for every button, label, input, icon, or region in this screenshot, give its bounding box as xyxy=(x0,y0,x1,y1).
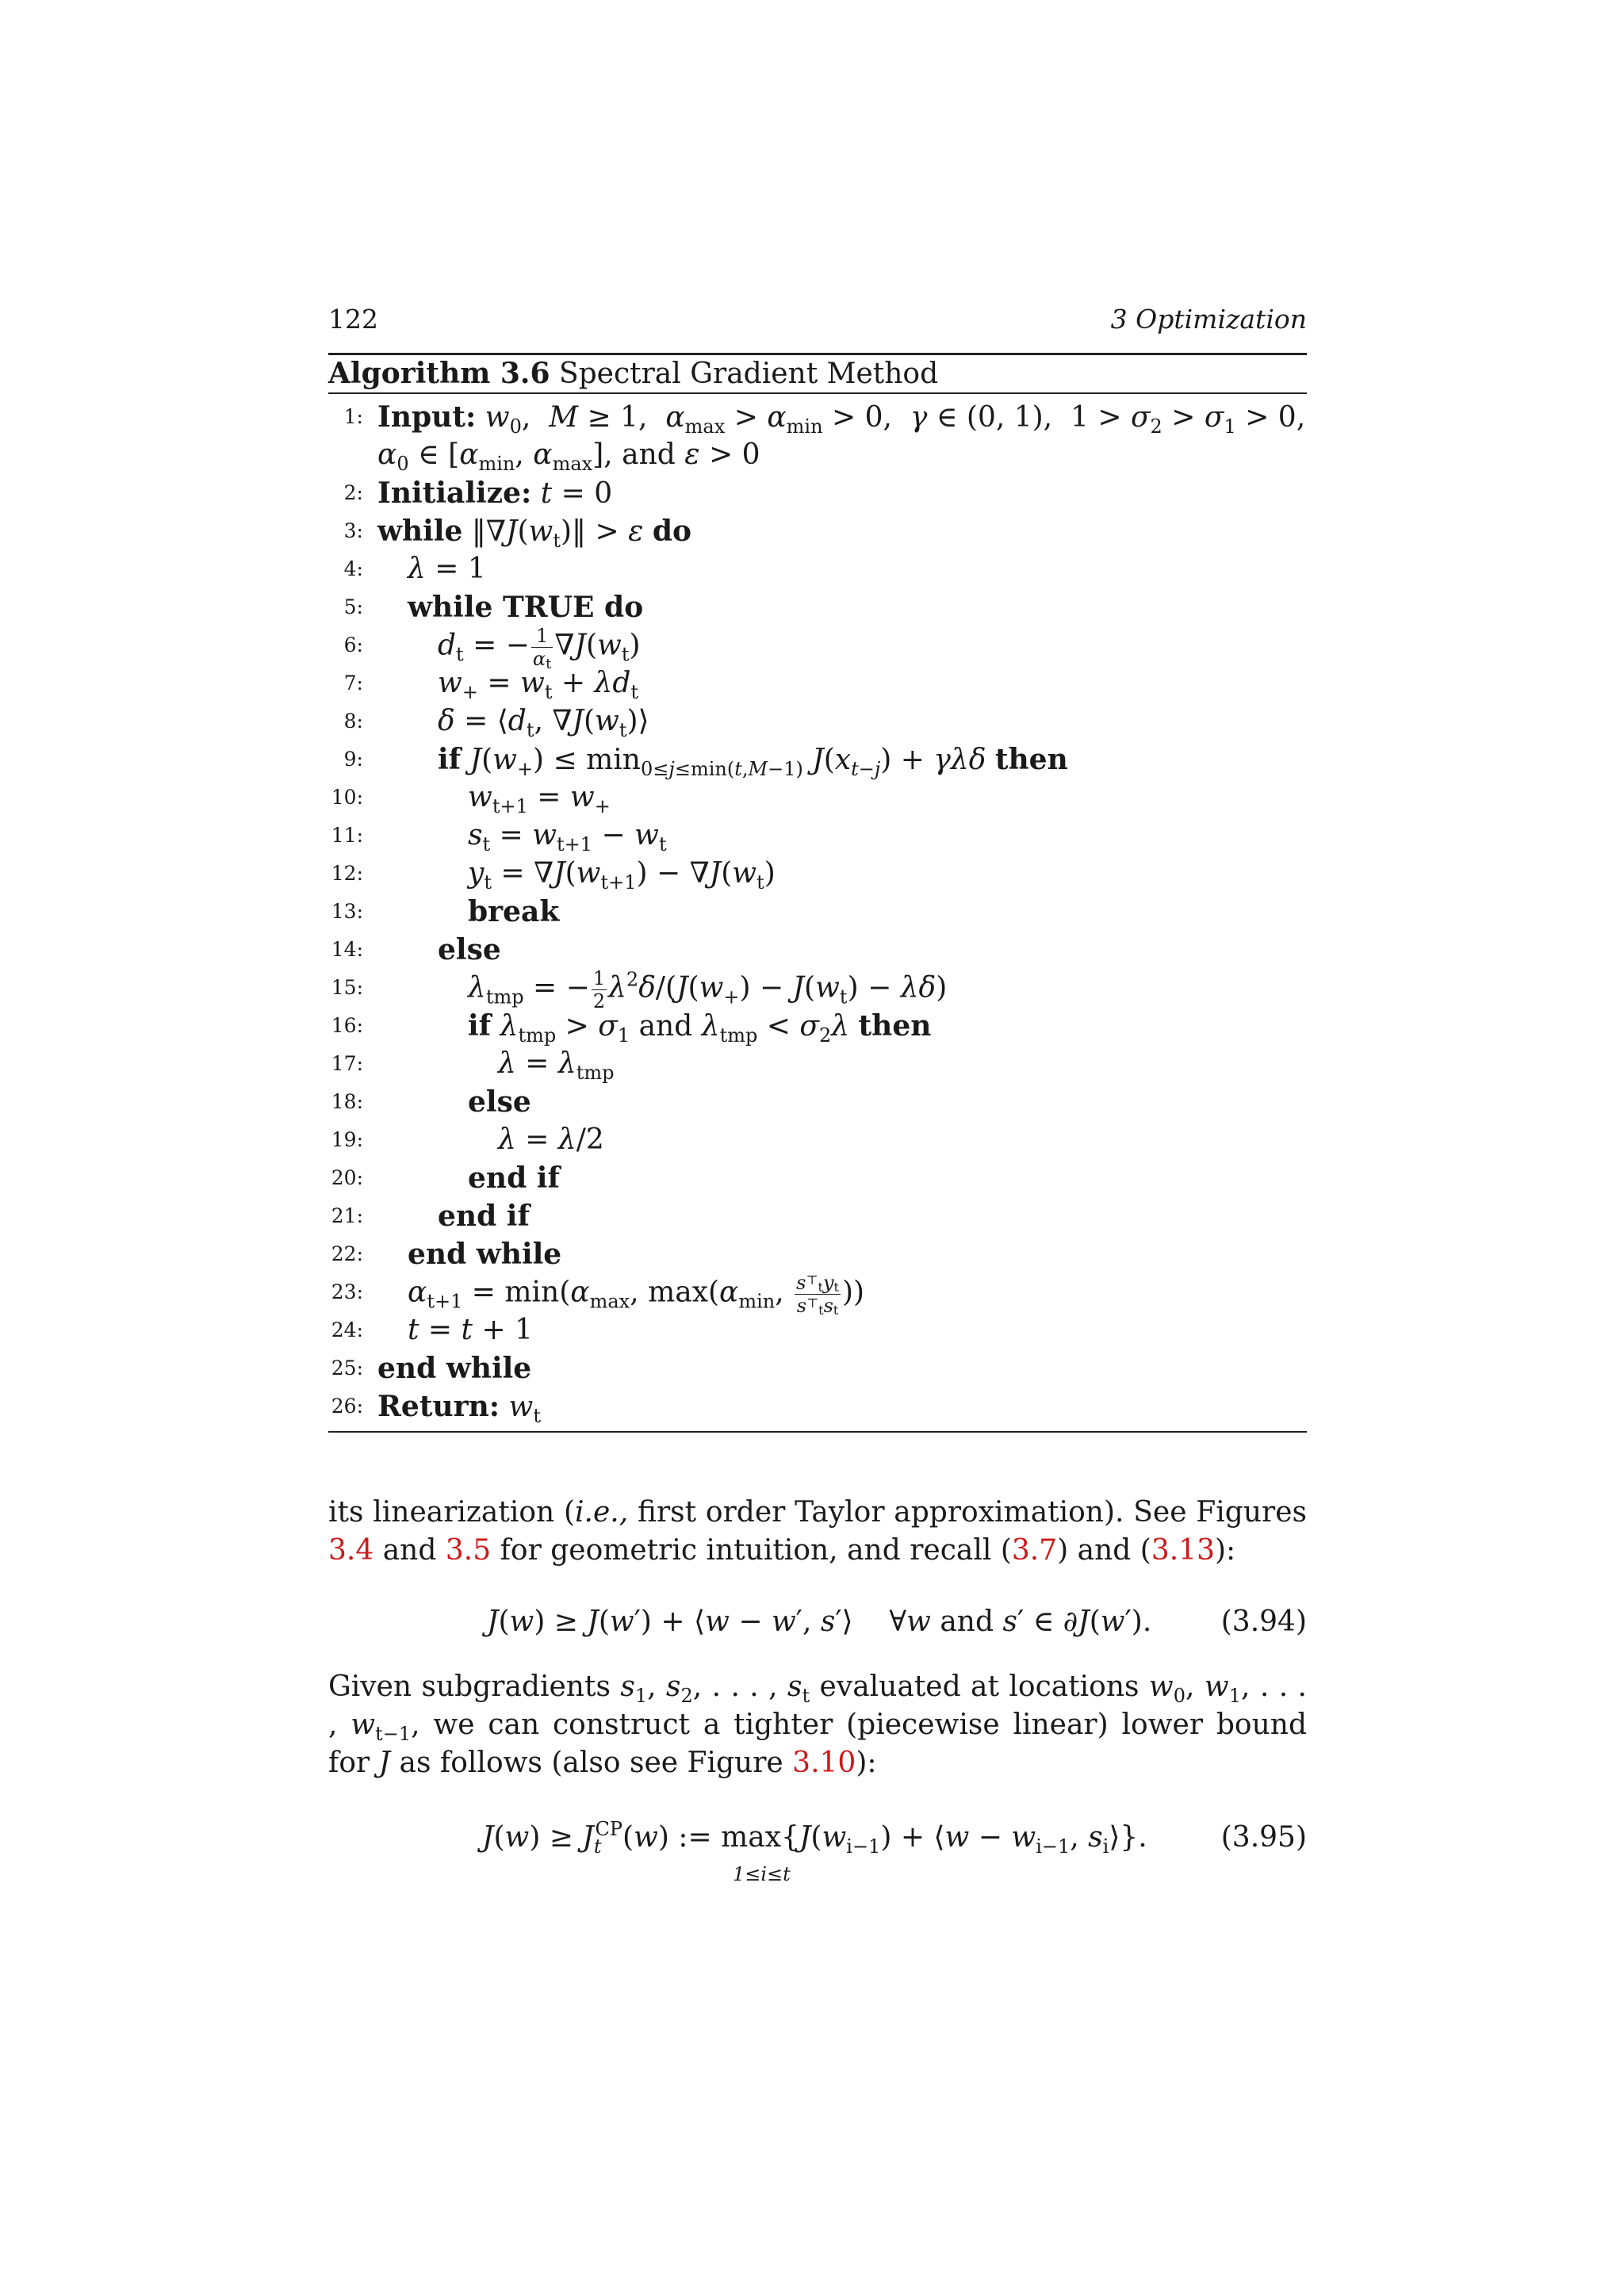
equation-3-95: $J(w) \ge J_t^{CP}(w)$ := max {$J(w_{i-1})$ + ⟨w − $w_{i-1}$, $s_i⟩$}. 1≤i≤t (3.95) xyxy=(328,1814,1307,1877)
running-title: 3 Optimization xyxy=(1110,304,1307,335)
figure-ref-3-4[interactable]: 3.4 xyxy=(328,1534,374,1567)
algorithm-title xyxy=(328,355,938,392)
equation-ref-3-13[interactable]: 3.13 xyxy=(1151,1534,1215,1567)
algorithm-label: Algorithm 3.6 xyxy=(328,357,550,390)
equation-ref-3-7[interactable]: 3.7 xyxy=(1011,1534,1058,1567)
equation-number: (3.94) xyxy=(1220,1605,1307,1638)
equation-number: (3.95) xyxy=(1220,1821,1307,1854)
body-paragraph-1: its linearization (i.e., first order Taylor approximation). See Figures 3.4 and 3.5 for geometric intuition, and recall (3.7) and (3.13): xyxy=(328,1496,1308,1567)
line-number: 1: xyxy=(343,405,363,428)
algorithm-name: Spectral Gradient Method xyxy=(558,358,939,390)
body-paragraph-2: Given subgradients $s_1$, $s_2$, . . . , $s_t$ evaluated at locations $w_0$, $w_1$, . . . , $w_{t-1}$, we can construct a tighter (piecewise linear) lower bound for J as follows (also see Figure 3.10): xyxy=(328,1670,1308,1779)
page-header xyxy=(328,304,1307,339)
algorithm-line-1: 1: Input: $w_0$, M ≥ 1, $\alpha_{max} > \alpha_{min} > 0$, γ ∈ (0, 1), $1 > \sigma_2 > \sigma_1 > 0$, xyxy=(328,398,1307,436)
algorithm-bottom-rule xyxy=(328,1431,1307,1433)
equation-3-94: J(w) ≥ J(w′) + ⟨w − w′, s′⟩ ∀w and s′ ∈ ∂J(w′). (3.94) xyxy=(328,1598,1307,1646)
max-subscript: 1≤i≤t xyxy=(733,1863,791,1885)
algorithm-title-rule xyxy=(328,392,1307,394)
figure-ref-3-10[interactable]: 3.10 xyxy=(792,1747,856,1779)
figure-ref-3-5[interactable]: 3.5 xyxy=(445,1534,492,1567)
page-number: 122 xyxy=(328,304,378,335)
